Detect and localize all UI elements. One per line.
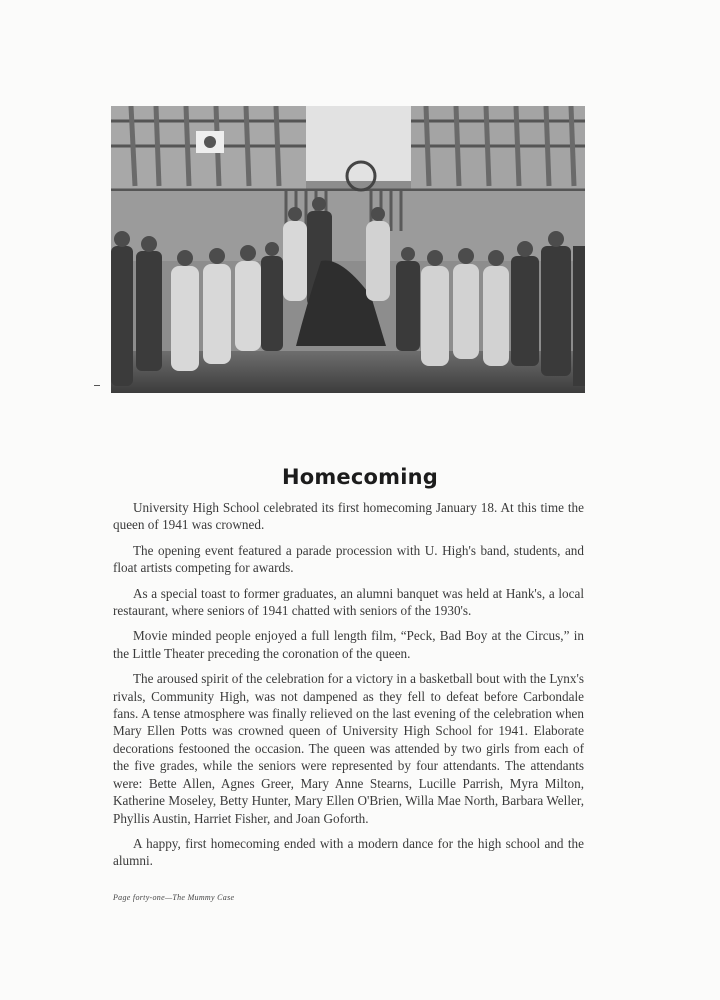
paragraph: A happy, first homecoming ended with a modern dance for the high school and the alumni.	[113, 835, 584, 869]
scan-mark	[94, 385, 100, 386]
article-body	[113, 499, 584, 878]
paragraph: As a special toast to former graduates, an alumni banquet was held at Hank's, a local restaurant, where seniors of 1941 chatted with seniors of the 1930's.	[113, 585, 584, 619]
page-footer: Page forty-one—The Mummy Case	[113, 893, 235, 902]
photo-image	[111, 106, 585, 393]
paragraph: Movie minded people enjoyed a full length film, “Peck, Bad Boy at the Circus,” in the Little Theater preceding the coronation of the queen.	[113, 628, 584, 661]
homecoming-photo	[111, 106, 585, 393]
paragraph: University High School celebrated its first homecoming January 18. At this time the queen of 1941 was crowned.	[113, 500, 584, 533]
paragraph: The opening event featured a parade procession with U. High's band, students, and float artists competing for awards.	[113, 542, 584, 576]
page-title: Homecoming	[281, 465, 439, 490]
paragraph: The aroused spirit of the celebration for a victory in a basketball bout with the Lynx's rivals, Community High, was not dampened as they fell to defeat before Carbondale fans. A tense atmosphere was finally relieved on the last evening of the celebration when Mary Ellen Potts was crowned queen of University High School for 1941. Elaborate decorations festooned the occasion. The queen was attended by two girls from each of the five grades, while the seniors were represented by four attendants. The attendants were: Bette Allen, Agnes Greer, Mary Anne Stearns, Lucille Parrish, Myra Milton, Katherine Moseley, Betty Hunter, Mary Ellen O'Brien, Willa Mae North, Barbara Weller, Phyllis Austin, Harriet Fisher, and Joan Goforth.	[113, 671, 584, 826]
